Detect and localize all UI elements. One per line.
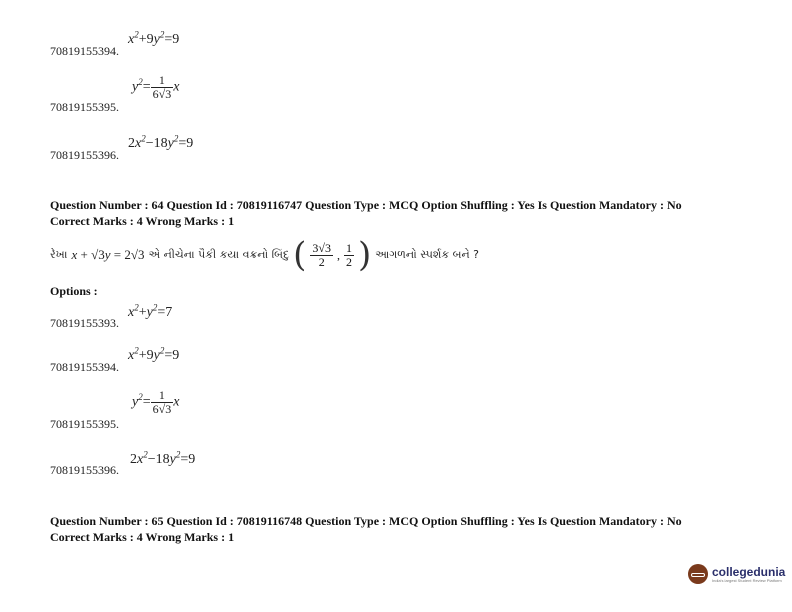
option-math: $2x^2-18y^2=9$ xyxy=(130,449,196,467)
question-text: રેખા x + √3y = 2√3 એ નીચેના પૈકી કયા વક્રનો બિંદુ ( $\frac{3√3}{2}$ , $\frac{1}{2}$ ) આગળનો સ્પર્શક બને ? xyxy=(50,235,479,275)
option-math: $x^2+9y^2=9$ xyxy=(128,345,180,363)
option-id: 70819155394. xyxy=(50,360,119,374)
option-id: 70819155395. xyxy=(50,100,119,114)
options-label: Options : xyxy=(50,284,98,298)
option-id: 70819155396. xyxy=(50,463,119,477)
question-header: Question Number : 65 Question Id : 70819116748 Question Type : MCQ Option Shuffling : Yes Is Question Mandatory : No xyxy=(50,514,682,528)
option-id: 70819155395. xyxy=(50,417,119,431)
option-math: $x^2+y^2=7$ xyxy=(128,302,173,320)
graduate-icon xyxy=(688,564,708,584)
collegedunia-logo: collegedunia India's largest Student Review Platform xyxy=(688,564,785,584)
marks-line: Correct Marks : 4 Wrong Marks : 1 xyxy=(50,214,235,228)
option-id: 70819155394. xyxy=(50,44,119,58)
question-header: Question Number : 64 Question Id : 70819116747 Question Type : MCQ Option Shuffling : Yes Is Question Mandatory : No xyxy=(50,198,682,212)
option-math: $x^2+9y^2=9$ xyxy=(128,29,180,47)
marks-line: Correct Marks : 4 Wrong Marks : 1 xyxy=(50,530,235,544)
option-math: $2x^2-18y^2=9$ xyxy=(128,133,194,151)
option-id: 70819155393. xyxy=(50,316,119,330)
option-math: $y^2=$ $\frac{1}{6√3}$ x xyxy=(132,73,180,101)
option-math: $y^2=$ $\frac{1}{6√3}$ x xyxy=(132,388,180,416)
option-id: 70819155396. xyxy=(50,148,119,162)
